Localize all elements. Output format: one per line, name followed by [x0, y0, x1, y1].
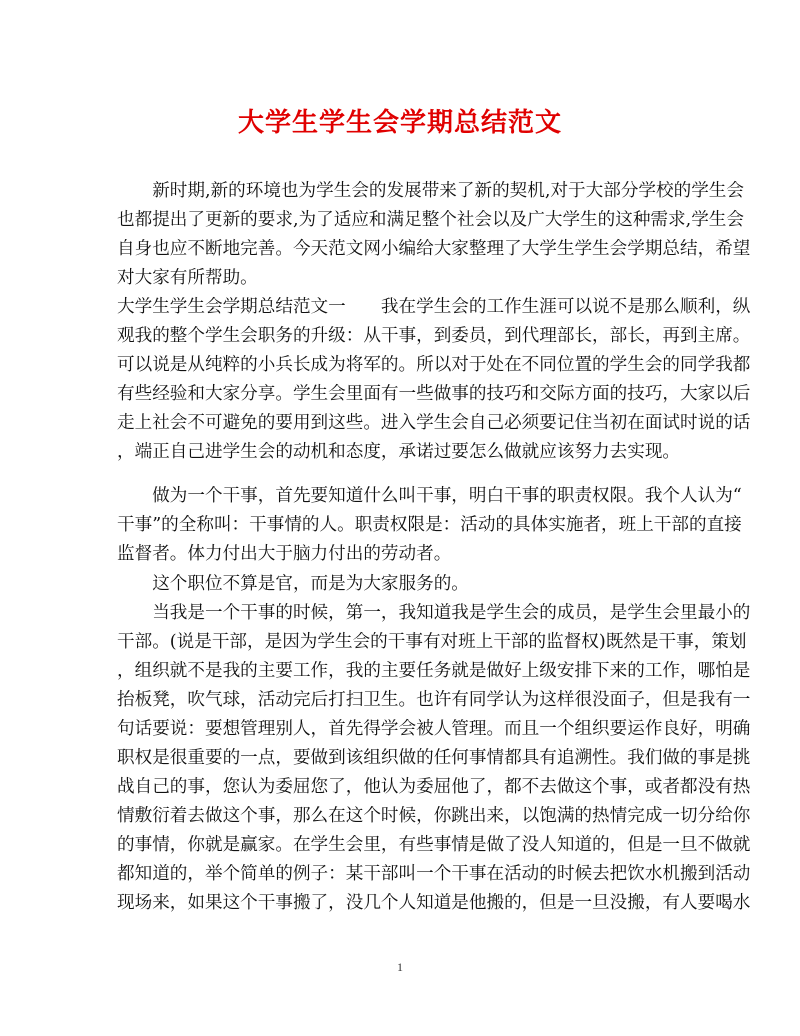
body-line: 有些经验和大家分享。学生会里面有一些做事的技巧和交际方面的技巧，大家以后: [117, 384, 751, 404]
body-line: 对大家有所帮助。: [117, 268, 258, 288]
body-line: 做为一个干事，首先要知道什么叫干事，明白干事的职责权限。我个人认为“: [117, 486, 742, 506]
document-title: 大学生学生会学期总结范文: [237, 108, 562, 138]
body-line: 干部。(说是干部，是因为学生会的干事有对班上干部的监督权)既然是干事，策划: [117, 632, 747, 652]
body-line: 职权是很重要的一点，要做到该组织做的任何事情都具有追溯性。我们做的事是挑: [117, 748, 751, 768]
body-line: 都知道的，举个简单的例子：某干部叫一个干事在活动的时候去把饮水机搬到活动: [117, 864, 751, 884]
body-line: 情敷衍着去做这个事，那么在这个时候，你跳出来，以饱满的热情完成一切分给你: [117, 806, 751, 826]
body-line: 走上社会不可避免的要用到这些。进入学生会自己必须要记住当初在面试时说的话: [117, 413, 751, 433]
body-line: 观我的整个学生会职务的升级：从干事，到委员，到代理部长，部长，再到主席。: [117, 326, 751, 346]
body-line: 的事情，你就是赢家。在学生会里，有些事情是做了没人知道的，但是一旦不做就: [117, 835, 751, 855]
body-line: 监督者。体力付出大于脑力付出的劳动者。: [117, 544, 452, 564]
body-line: 句话要说：要想管理别人，首先得学会被人管理。而且一个组织要运作良好，明确: [117, 719, 751, 739]
body-line: 干事”的全称叫：干事情的人。职责权限是：活动的具体实施者，班上干部的直接: [117, 515, 742, 535]
body-line: 抬板凳，吹气球，活动完后打扫卫生。也许有同学认为这样很没面子，但是我有一: [117, 690, 751, 710]
body-line: 自身也应不断地完善。今天范文网小编给大家整理了大学生学生会学期总结，希望: [117, 239, 751, 259]
body-line: 也都提出了更新的要求,为了适应和满足整个社会以及广大学生的这种需求,学生会: [117, 210, 744, 230]
body-line: ，组织就不是我的主要工作，我的主要任务就是做好上级安排下来的工作，哪怕是: [117, 661, 751, 681]
body-line: 新时期,新的环境也为学生会的发展带来了新的契机,对于大部分学校的学生会: [117, 181, 744, 201]
page-number: 1: [397, 960, 403, 974]
body-line: 这个职位不算是官，而是为大家服务的。: [117, 574, 469, 594]
body-line: 当我是一个干事的时候，第一，我知道我是学生会的成员，是学生会里最小的: [117, 603, 751, 623]
body-line: 大学生学生会学期总结范文一 我在学生会的工作生涯可以说不是那么顺利，纵: [117, 297, 751, 317]
body-line: 可以说是从纯粹的小兵长成为将军的。所以对于处在不同位置的学生会的同学我都: [117, 355, 751, 375]
body-line: ，端正自己进学生会的动机和态度，承诺过要怎么做就应该努力去实现。: [117, 442, 681, 462]
body-line: 现场来，如果这个干事搬了，没几个人知道是他搬的，但是一旦没搬，有人要喝水: [117, 893, 751, 913]
body-line: 战自己的事，您认为委屈您了，他认为委屈他了，都不去做这个事，或者都没有热: [117, 777, 751, 797]
